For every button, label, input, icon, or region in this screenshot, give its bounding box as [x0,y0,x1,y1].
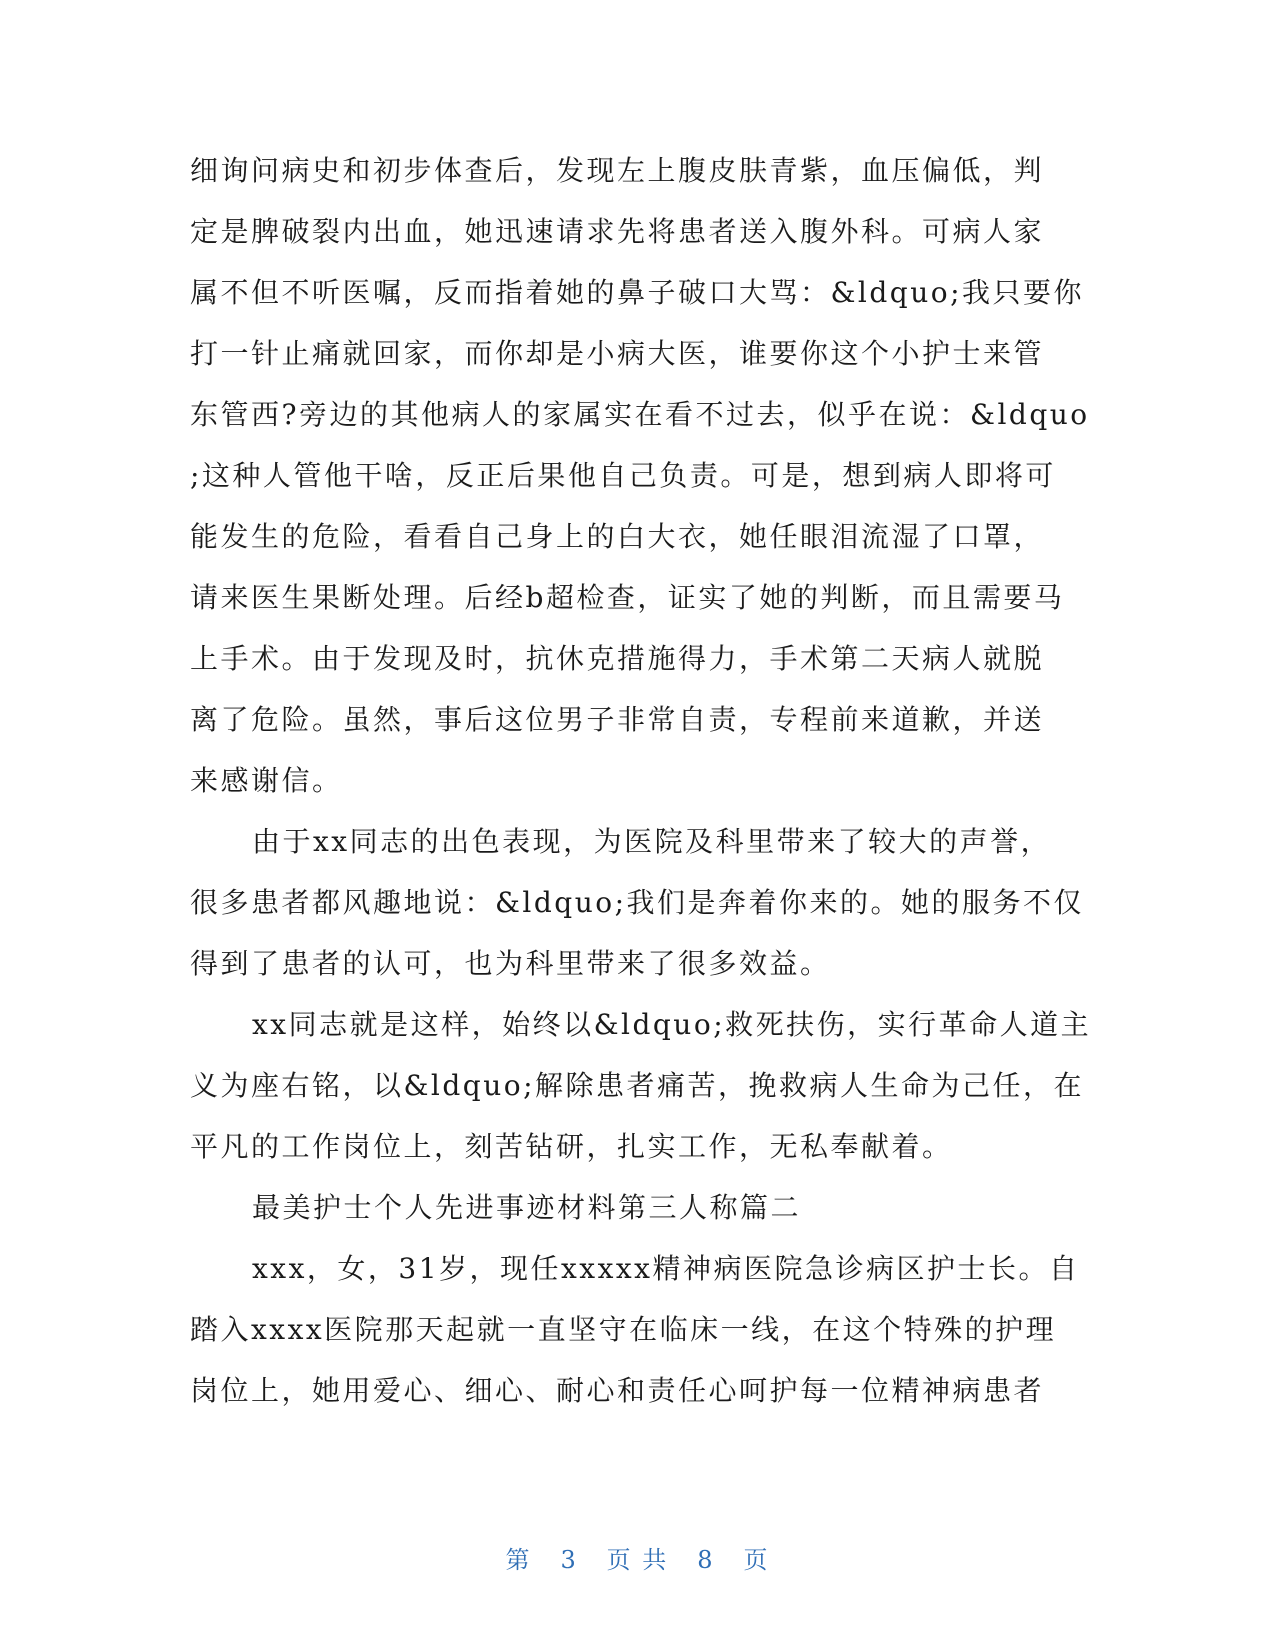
page-label-suffix: 页 [743,1546,770,1574]
text-line: 平凡的工作岗位上，刻苦钻研，扎实工作，无私奉献着。 [190,1130,953,1163]
text-line: 上手术。由于发现及时，抗休克措施得力，手术第二天病人就脱 [190,642,1045,675]
text-line: 踏入xxxx医院那天起就一直坚守在临床一线，在这个特殊的护理 [190,1313,1057,1346]
text-line: 属不但不听医嘱，反而指着她的鼻子破口大骂：&ldquo;我只要你 [190,276,1085,309]
text-line: 打一针止痛就回家，而你却是小病大医，谁要你这个小护士来管 [190,337,1045,370]
text-line: 请来医生果断处理。后经b超检查，证实了她的判断，而且需要马 [190,581,1065,614]
page-total: 8 [697,1546,715,1574]
document-body [190,140,1092,1421]
text-line: 来感谢信。 [190,764,343,797]
text-line: 义为座右铭，以&ldquo;解除患者痛苦，挽救病人生命为己任，在 [190,1069,1085,1102]
text-line: 很多患者都风趣地说：&ldquo;我们是奔着你来的。她的服务不仅 [190,886,1085,919]
text-line: 细询问病史和初步体查后，发现左上腹皮肤青紫，血压偏低，判 [190,154,1045,187]
page-footer [0,1540,1275,1575]
text-line: 岗位上，她用爱心、细心、耐心和责任心呵护每一位精神病患者 [190,1374,1045,1407]
page-label-mid: 页 共 [606,1546,669,1574]
paragraph-start-line: xxx，女，31岁，现任xxxxx精神病医院急诊病区护士长。自 [252,1252,1080,1285]
text-line: ;这种人管他干啥，反正后果他自己负责。可是，想到病人即将可 [190,459,1056,492]
paragraph-start-line: 由于xx同志的出色表现，为医院及科里带来了较大的声誉， [252,825,1052,858]
page-label-prefix: 第 [505,1546,532,1574]
text-line: 定是脾破裂内出血，她迅速请求先将患者送入腹外科。可病人家 [190,215,1045,248]
text-line: 能发生的危险，看看自己身上的白大衣，她任眼泪流湿了口罩， [190,520,1045,553]
paragraph-start-line: xx同志就是这样，始终以&ldquo;救死扶伤，实行革命人道主 [252,1008,1092,1041]
text-line: 东管西?旁边的其他病人的家属实在看不过去，似乎在说：&ldquo [190,398,1090,431]
text-line: 得到了患者的认可，也为科里带来了很多效益。 [190,947,831,980]
section-heading: 最美护士个人先进事迹材料第三人称篇二 [252,1191,802,1224]
page-number: 3 [560,1546,578,1574]
text-line: 离了危险。虽然，事后这位男子非常自责，专程前来道歉，并送 [190,703,1045,736]
